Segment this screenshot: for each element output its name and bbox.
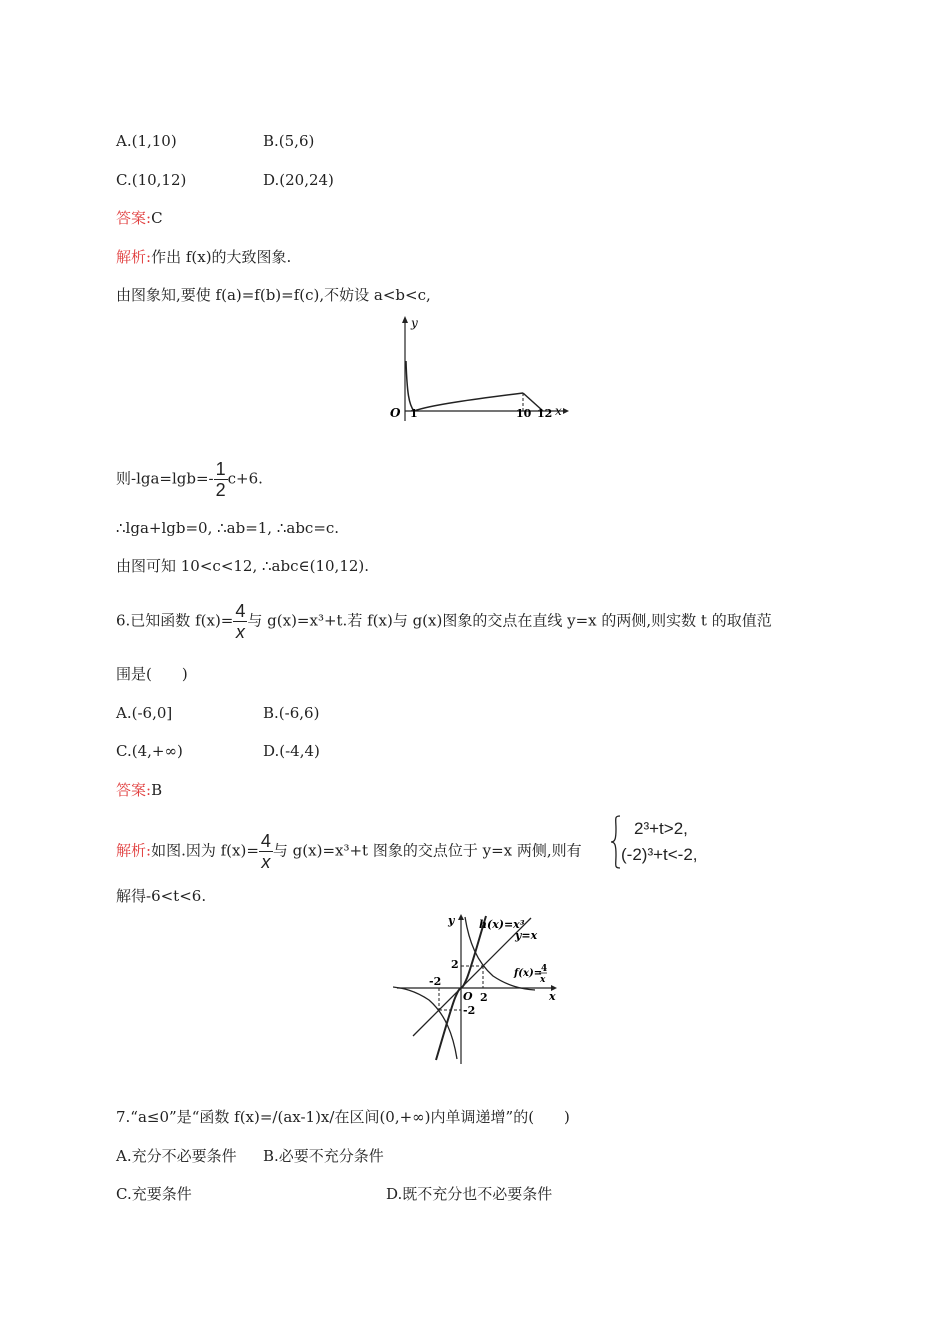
fig1-tick-12: 12 [537,407,553,420]
system-eq-2: (-2)³+t<-2, [621,845,698,864]
fig1-origin: O [390,406,401,420]
fig2-f-den: x [540,975,546,985]
frac-num: 1 [215,459,226,479]
answer-value: C [151,209,163,227]
option-b: B.(5,6) [263,132,315,150]
figure-lg-graph [385,313,570,423]
analysis-line-3 [116,459,263,500]
answer-label: 答案: [116,209,152,227]
analysis-line-5: 由图可知 10<c<12, ∴abc∈(10,12). [116,557,370,575]
q7-stem: 7.“a≤0”是“函数 f(x)=/(ax-1)x/在区间(0,+∞)内单调递增”的( ) [116,1108,570,1126]
q6-answer-value: B [151,781,163,799]
fig2-tick-xm2: -2 [429,975,442,988]
analysis-line-2: 由图象知,要使 f(a)=f(b)=f(c),不妨设 a<b<c, [116,286,431,304]
q6-solve-line: 解得-6<t<6. [116,887,207,905]
fig2-h-label: h(x)=x³ [479,918,525,931]
fraction-half [214,459,228,500]
q6-option-a: A.(-6,0] [116,704,173,722]
fig2-tick-x2: 2 [480,991,488,1004]
option-c: C.(10,12) [116,171,187,189]
fig1-x-label: x [555,404,562,418]
frac-den: x [261,852,271,872]
analysis-line-4: ∴lga+lgb=0, ∴ab=1, ∴abc=c. [116,519,340,537]
q6-answer-label: 答案: [116,781,152,799]
q6-analysis-line [116,831,582,872]
frac-den: 2 [215,480,226,500]
fig2-f-label: f(x)= [514,968,543,979]
q7-option-d: D.既不充分也不必要条件 [386,1185,553,1203]
q6-analysis-label: 解析: [116,841,152,860]
q6-analysis-post: 与 g(x)=x³+t 图象的交点位于 y=x 两侧,则有 [272,841,582,860]
q6-option-c: C.(4,+∞) [116,742,183,760]
fig2-origin: O [463,990,473,1003]
analysis-line [116,247,291,267]
fig2-y-label: y [448,914,455,927]
frac-num: 4 [260,831,271,851]
fig2-f-num: 4 [541,964,548,974]
analysis-label: 解析: [116,248,152,266]
q6-stem-pre: 6.已知函数 f(x)= [116,611,234,630]
q7-option-c: C.充要条件 [116,1185,192,1203]
option-a: A.(1,10) [116,132,177,150]
frac-num: 4 [235,601,246,621]
q6-stem [116,601,772,642]
line3-post: c+6. [227,469,263,488]
analysis-text: 作出 f(x)的大致图象. [151,248,292,266]
q7-option-b: B.必要不充分条件 [263,1147,384,1165]
q6-stem-line-2: 围是( ) [116,665,188,683]
fig2-yx-label: y=x [515,929,538,942]
system-eq-1: 2³+t>2, [634,819,688,838]
q6-option-b: B.(-6,6) [263,704,320,722]
line3-pre: 则-lga=lgb=- [116,469,214,488]
fraction-4-over-x [233,601,247,642]
answer-line [116,208,163,228]
fig1-tick-1: 1 [410,407,418,420]
q6-option-d: D.(-4,4) [263,742,320,760]
frac-den: x [235,622,245,642]
fig2-tick-y2: 2 [451,958,459,971]
fraction-4-over-x-2 [259,831,273,872]
fig1-tick-10: 10 [516,407,532,420]
fig2-tick-ym2: -2 [463,1004,476,1017]
q6-answer-line [116,780,162,800]
fig2-x-label: x [549,990,556,1003]
fig1-y-label: y [411,316,418,330]
figure-cubic-graph [393,912,563,1067]
q6-analysis-pre: 如图.因为 f(x)= [151,841,259,860]
q6-stem-post: 与 g(x)=x³+t.若 f(x)与 g(x)图象的交点在直线 y=x 的两侧,则实数 t 的取值范 [247,611,772,630]
q7-option-a: A.充分不必要条件 [116,1147,237,1165]
option-d: D.(20,24) [263,171,334,189]
